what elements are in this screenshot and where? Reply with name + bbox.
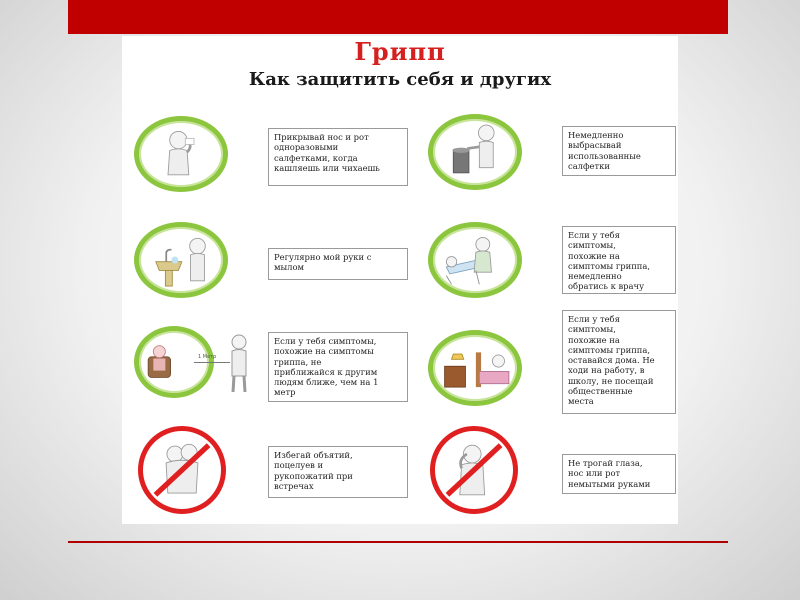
no-touching-face-icon xyxy=(430,426,518,514)
tip-text: Регулярно мой руки с мылом xyxy=(274,252,372,273)
tip-see-doctor-text xyxy=(562,226,676,294)
standing-person-icon xyxy=(226,332,252,394)
tip-text: Прикрывай нос и рот одноразовыми салфетками, когда кашляешь или чихаешь xyxy=(274,132,380,173)
tip-text: Не трогай глаза, нос или рот немытыми руками xyxy=(568,458,651,489)
tip-avoid-contact-text xyxy=(268,446,408,498)
tip-text: Избегай объятий, поцелуев и рукопожатий при встречах xyxy=(274,450,353,491)
tip-text: Немедленно выбрасывай использованные салфетки xyxy=(568,130,641,171)
person-throwing-tissue-in-bin-icon xyxy=(428,114,522,190)
distance-label: 1 Метр xyxy=(198,354,217,360)
tip-cover-nose-text xyxy=(268,128,408,186)
poster-title: Грипп xyxy=(354,37,446,66)
doctor-examining-patient-icon xyxy=(428,222,522,298)
flu-poster xyxy=(122,36,678,524)
tip-text: Если у тебя симптомы, похожие на симптомы гриппа, немедленно обратись к врачу xyxy=(568,230,651,292)
tip-text: Если у тебя симптомы, похожие на симптомы гриппа, оставайся дома. Не ходи на работу, в школу, не посещай общественные места xyxy=(568,314,655,407)
poster-subtitle: Как защитить себя и других xyxy=(248,69,552,90)
tip-wash-hands-text xyxy=(268,248,408,280)
tip-text: Если у тебя симптомы, похожие на симптомы гриппа, не приближайся к другим людям ближе, чем на 1 метр xyxy=(274,336,379,398)
person-sneezing-into-tissue-icon xyxy=(134,116,228,192)
bottom-accent-line xyxy=(68,541,728,543)
no-hugging-icon xyxy=(138,426,226,514)
tip-dont-touch-face-text xyxy=(562,454,676,494)
tip-keep-distance-text xyxy=(268,332,408,402)
tip-dispose-tissue-text xyxy=(562,126,676,176)
tip-stay-home-text xyxy=(562,310,676,414)
top-accent-bar xyxy=(68,0,728,34)
distance-line xyxy=(194,362,230,363)
person-washing-hands-icon xyxy=(134,222,228,298)
stay-home-in-bed-icon xyxy=(428,330,522,406)
